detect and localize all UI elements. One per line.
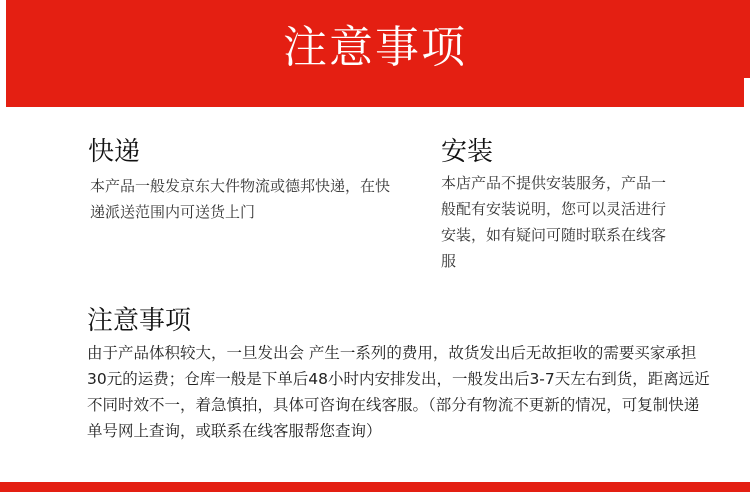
header-edge-accent xyxy=(744,0,750,78)
footer-bar xyxy=(0,482,750,492)
installation-heading: 安装 xyxy=(441,137,494,167)
installation-description: 本店产品不提供安装服务，产品一般配有安装说明，您可以灵活进行安装，如有疑问可随时联系在线客服 xyxy=(441,174,667,270)
notice-heading: 注意事项 xyxy=(87,306,192,336)
shipping-description: 本产品一般发京东大件物流或德邦快递，在快递派送范围内可送货上门 xyxy=(90,177,391,221)
header-banner xyxy=(6,0,744,107)
notice-description: 由于产品体积较大，一旦发出会 产生一系列的费用，故货发出后无故拒收的需要买家承担30元的运费；仓库一般是下单后48小时内安排发出，一般发出后3-7天左右到货，距离远近不同时效不一，着急慎拍，具体可咨询在线客服。（部分有物流不更新的情况，可复制快递单号网上查询，或联系在线客服帮您查询） xyxy=(87,344,710,440)
shipping-heading: 快递 xyxy=(88,137,141,167)
page-title: 注意事项 xyxy=(283,22,467,73)
